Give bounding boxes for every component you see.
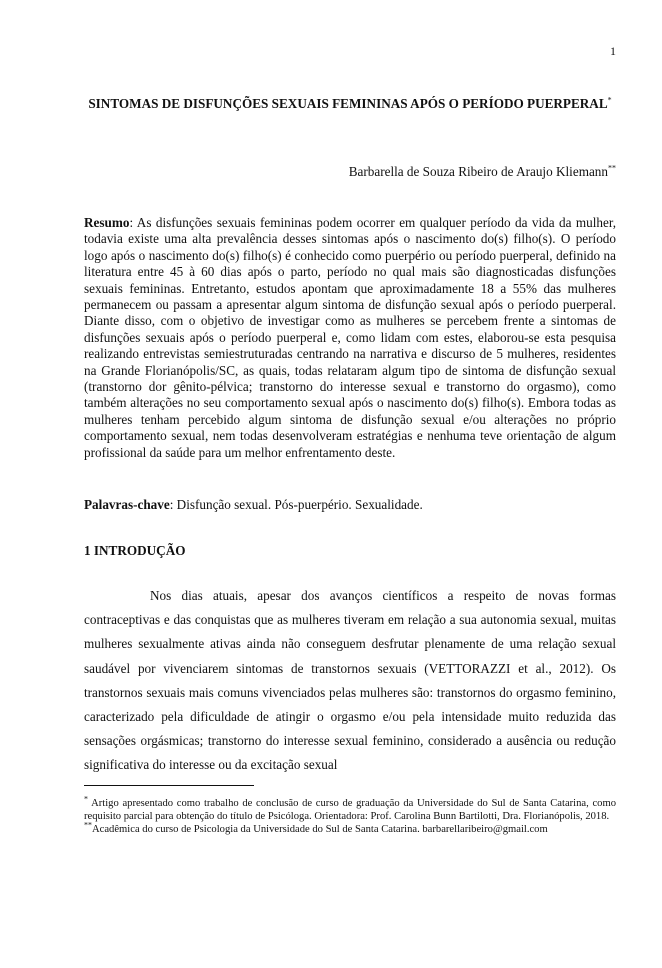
keywords-label: Palavras-chave	[84, 497, 170, 512]
footnote-2	[84, 820, 616, 836]
footnote-1	[84, 794, 616, 823]
abstract	[84, 215, 616, 461]
keywords-text: : Disfunção sexual. Pós-puerpério. Sexualidade.	[169, 497, 423, 512]
author-name: Barbarella de Souza Ribeiro de Araujo Kliemann	[348, 164, 608, 179]
body-paragraph: Nos dias atuais, apesar dos avanços científicos a respeito de novas formas contraceptivas e das conquistas que as mulheres tiveram em relação a sua autonomia sexual, muitas mulheres sexualmente ativas ainda não conseguem desfrutar plenamente de uma relação sexual saudável por vivenciarem sintomas de transtornos sexuais (VETTORAZZI et al., 2012). Os transtornos sexuais mais comuns vivenciados pelas mulheres são: transtornos do orgasmo feminino, caracterizado pela dificuldade de atingir o orgasmo e/ou pela intensidade muito reduzida das sensações orgásmicas; transtorno do interesse sexual feminino, considerado a ausência ou redução significativa do interesse ou da excitação sexual	[84, 588, 616, 773]
author-line	[349, 164, 616, 180]
footnote-1-marker: *	[84, 794, 88, 804]
title-footnote-marker: *	[607, 95, 612, 105]
page-number: 1	[610, 44, 616, 58]
paper-title	[84, 92, 616, 116]
footnote-2-text: Acadêmica do curso de Psicologia da Universidade do Sul de Santa Catarina. barbarellaribeiro@gmail.com	[92, 824, 548, 836]
abstract-label: Resumo	[84, 215, 130, 230]
footnote-divider	[84, 785, 254, 786]
footnotes	[84, 794, 616, 837]
abstract-text: : As disfunções sexuais femininas podem ocorrer em qualquer período da vida da mulher, todavia existe uma alta prevalência desses sintomas após o nascimento do(s) filho(s). O período logo após o nascimento do(s) filho(s) é conhecido como puerpério ou período puerperal, definido na literatura entre 45 à 60 dias após o parto, período no qual mais são diagnosticadas disfunções sexuais femininas. Entretanto, estudos apontam que aproximadamente 18 a 55% das mulheres permanecem ou passam a apresentar algum sintoma de disfunção sexual após o período puerperal. Diante disso, com o objetivo de investigar como as mulheres se percebem frente a sintomas de disfunções sexuais após o período puerperal e, como lidam com estes, elaborou-se esta pesquisa realizando entrevistas semiestruturadas centrando na narrativa e discurso de 5 mulheres, residentes na Grande Florianópolis/SC, as quais, todas relataram algum tipo de sintoma de disfunção sexual (transtorno dor gênito-pélvica; transtorno do interesse sexual e transtorno do orgasmo), como também alterações no seu comportamento sexual após o nascimento do(s) filho(s). Embora todas as mulheres tenham percebido algum sintoma de disfunção sexual e/ou alterações no próprio comportamento sexual, nem todas desenvolveram estratégias e nenhuma teve orientação de algum profissional da saúde para um melhor enfrentamento deste.	[84, 215, 616, 460]
author-footnote-marker: **	[608, 163, 616, 173]
section-heading: 1 INTRODUÇÃO	[84, 543, 186, 558]
footnote-1-text: Artigo apresentado como trabalho de conclusão de curso de graduação da Universidade do Sul de Santa Catarina, como requisito parcial para obtenção do título de Psicóloga. Orientadora: Prof. Carolina Bunn Bartilotti, Dra. Florianópolis, 2018.	[84, 798, 616, 823]
keywords	[84, 497, 616, 513]
footnote-2-marker: **	[84, 820, 92, 830]
paper-title-text: SINTOMAS DE DISFUNÇÕES SEXUAIS FEMININAS APÓS O PERÍODO PUERPERAL	[88, 96, 608, 111]
